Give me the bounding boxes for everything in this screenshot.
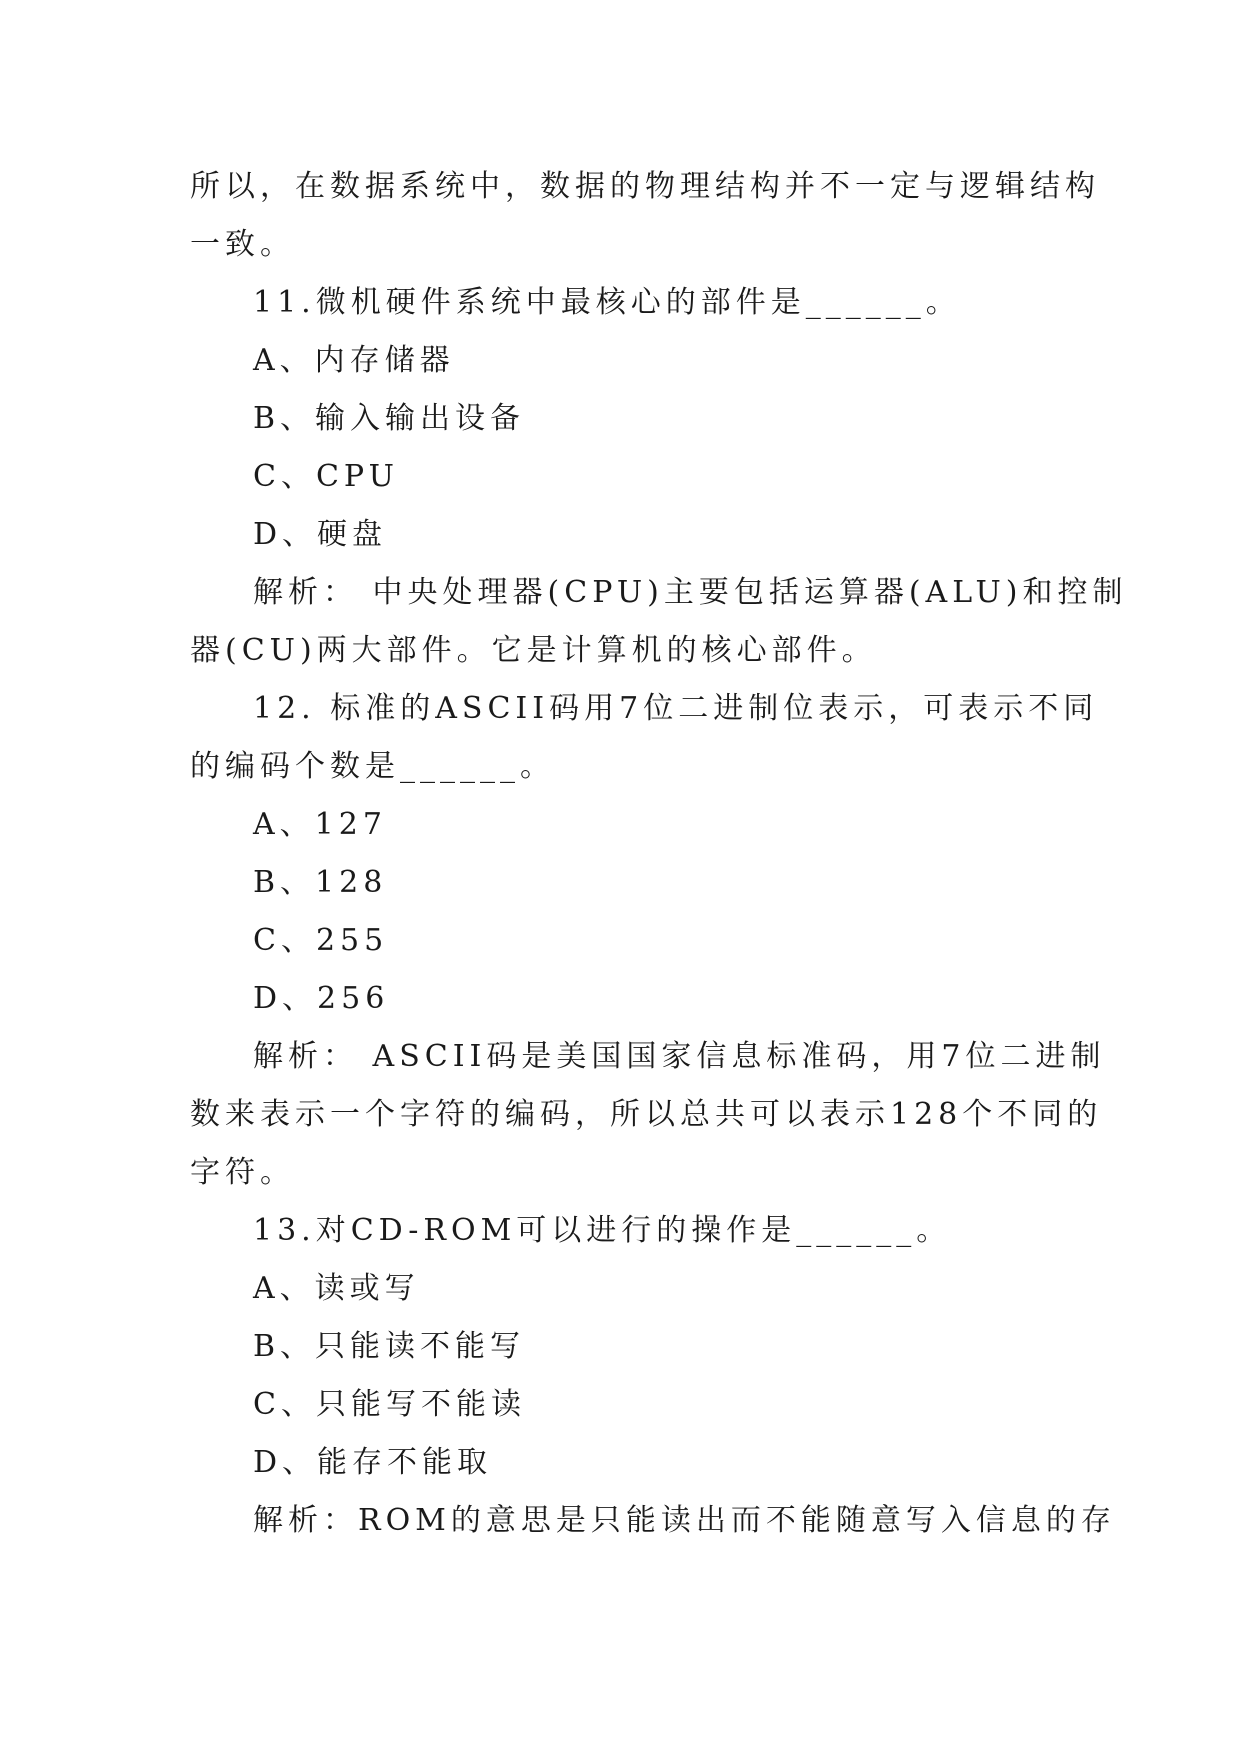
question-11-option-b: B、输入输出设备 xyxy=(253,401,526,436)
question-11-option-c: C、CPU xyxy=(253,459,399,494)
question-11-option-d: D、硬盘 xyxy=(253,517,388,552)
question-11-analysis-cont: 器(CU)两大部件。它是计算机的核心部件。 xyxy=(190,633,877,668)
question-13-stem: 13.对CD-ROM可以进行的操作是______。 xyxy=(253,1213,952,1248)
question-12-option-c: C、255 xyxy=(253,923,389,958)
question-12-analysis-cont: 字符。 xyxy=(190,1155,295,1190)
question-11-analysis: 解析： 中央处理器(CPU)主要包括运算器(ALU)和控制 xyxy=(253,575,1128,610)
question-13-option-a: A、读或写 xyxy=(253,1271,420,1306)
question-12-analysis-cont: 数来表示一个字符的编码，所以总共可以表示128个不同的 xyxy=(190,1097,1103,1132)
question-12-option-a: A、127 xyxy=(253,807,387,842)
question-12-option-d: D、256 xyxy=(253,981,390,1016)
question-12-option-b: B、128 xyxy=(253,865,388,900)
question-13-option-c: C、只能写不能读 xyxy=(253,1387,526,1422)
question-12-analysis: 解析： ASCII码是美国国家信息标准码，用7位二进制 xyxy=(253,1039,1106,1074)
paragraph-line: 一致。 xyxy=(190,227,295,262)
question-13-option-b: B、只能读不能写 xyxy=(253,1329,526,1364)
question-13-option-d: D、能存不能取 xyxy=(253,1445,493,1480)
question-13-analysis: 解析：ROM的意思是只能读出而不能随意写入信息的存 xyxy=(253,1503,1116,1538)
question-12-stem: 12. 标准的ASCII码用7位二进制位表示，可表示不同 xyxy=(253,691,1099,726)
question-12-stem-cont: 的编码个数是______。 xyxy=(190,749,555,784)
question-11-stem: 11.微机硬件系统中最核心的部件是______。 xyxy=(253,285,961,320)
question-11-option-a: A、内存储器 xyxy=(253,343,455,378)
paragraph-line: 所以，在数据系统中，数据的物理结构并不一定与逻辑结构 xyxy=(190,169,1100,204)
